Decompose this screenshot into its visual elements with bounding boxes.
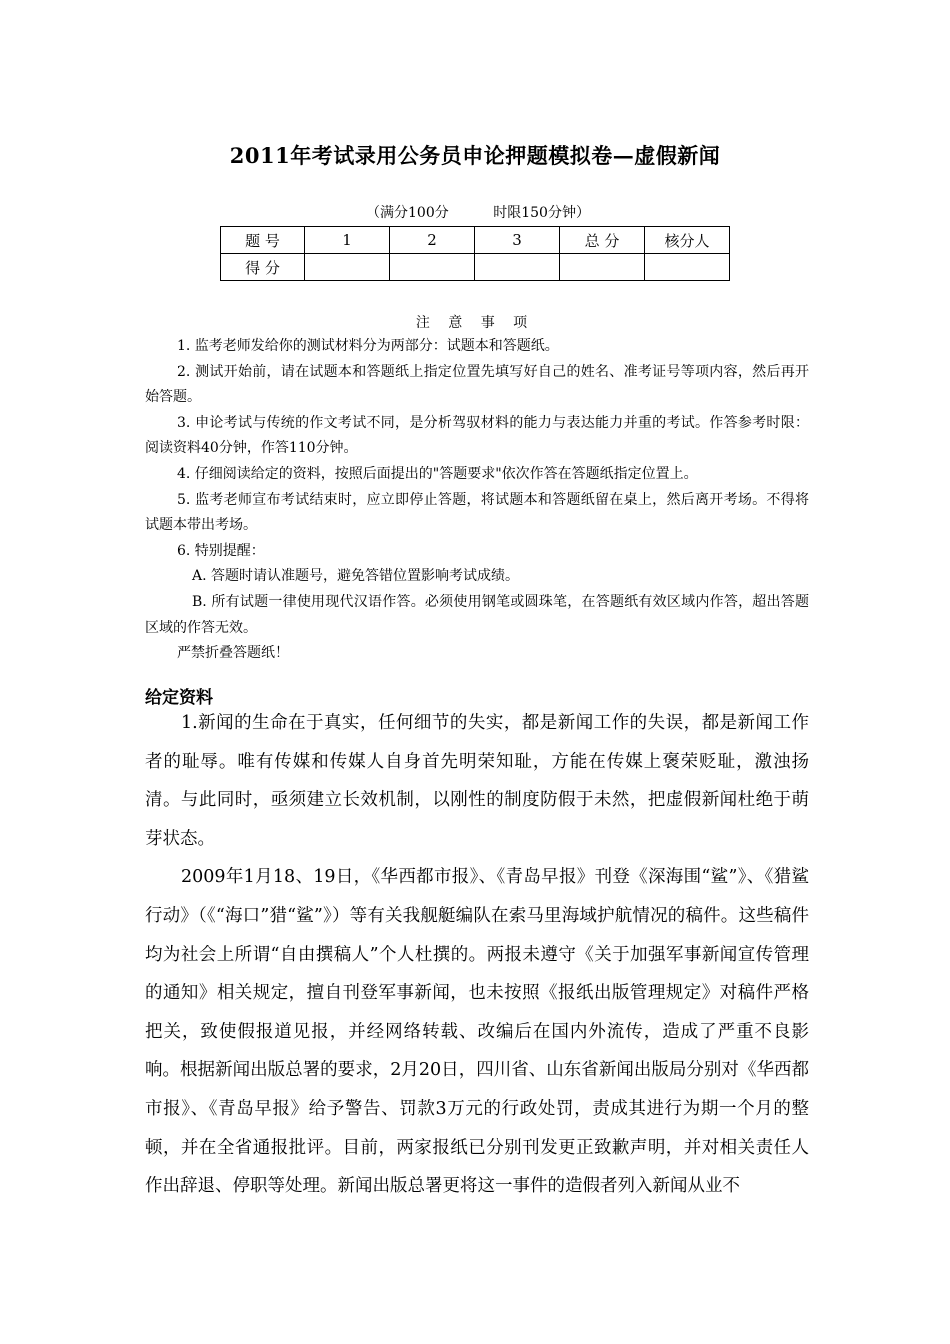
document-title: 2011年考试录用公务员申论押题模拟卷—虚假新闻: [229, 143, 721, 168]
material-body: [145, 704, 809, 1206]
score-cell-1: [305, 254, 390, 281]
header-cell-question-no: 题 号: [221, 227, 305, 254]
notice-item: 5. 监考老师宣布考试结束时，应立即停止答题，将试题本和答题纸留在桌上，然后离开考场。不得将试题本带出考场。: [145, 491, 809, 534]
header-cell-3: 3: [475, 227, 560, 254]
score-cell-2: [390, 254, 475, 281]
notice-item: 3. 申论考试与传统的作文考试不同，是分析驾驭材料的能力与表达能力并重的考试。作答参考时限：阅读资料40分钟，作答110分钟。: [145, 414, 809, 457]
score-cell-total: [560, 254, 645, 281]
notice-item: 6. 特别提醒：: [177, 542, 265, 559]
score-table: [220, 226, 730, 281]
row-label-score: 得 分: [221, 254, 305, 281]
material-paragraph: 1.新闻的生命在于真实，任何细节的失实，都是新闻工作的失误，都是新闻工作者的耻辱。唯有传媒和传媒人自身首先明荣知耻，方能在传媒上褒荣贬耻，激浊扬清。与此同时，亟须建立长效机制，以刚性的制度防假于未然，把虚假新闻杜绝于萌芽状态。: [145, 713, 809, 849]
section-title: 给定资料: [145, 688, 213, 708]
notice-title: 注 意 事 项: [415, 315, 535, 331]
score-table-header-row: [221, 227, 730, 254]
final-warning: 严禁折叠答题纸！: [177, 645, 289, 662]
header-cell-total: 总 分: [560, 227, 645, 254]
score-table-score-row: [221, 254, 730, 281]
exam-subtitle: （满分100分 时限150分钟）: [366, 205, 590, 221]
score-cell-3: [475, 254, 560, 281]
notice-item: 2. 测试开始前，请在试题本和答题纸上指定位置先填写好自己的姓名、准考证号等项内容，然后再开始答题。: [145, 363, 809, 406]
header-cell-1: 1: [305, 227, 390, 254]
special-note: A. 答题时请认准题号，避免答错位置影响考试成绩。: [192, 568, 520, 585]
material-paragraph: 2009年1月18、19日，《华西都市报》、《青岛早报》刊登《深海围“鲨”》、《猎鲨行动》（《“海口”猎“鲨”》）等有关我舰艇编队在索马里海域护航情况的稿件。这些稿件均为社会上所谓“自由撰稿人”个人杜撰的。两报未遵守《关于加强军事新闻宣传管理的通知》相关规定，擅自刊登军事新闻，也未按照《报纸出版管理规定》对稿件严格把关，致使假报道见报，并经网络转载、改编后在国内外流传，造成了严重不良影响。根据新闻出版总署的要求，2月20日，四川省、山东省新闻出版局分别对《华西都市报》、《青岛早报》给予警告、罚款3万元的行政处罚，责成其进行为期一个月的整顿，并在全省通报批评。目前，两家报纸已分别刊发更正致歉声明，并对相关责任人作出辞退、停职等处理。新闻出版总署更将这一事件的造假者列入新闻从业不: [145, 867, 809, 1197]
notice-item: 1. 监考老师发给你的测试材料分为两部分：试题本和答题纸。: [177, 338, 559, 354]
notice-list: [145, 334, 809, 667]
notice-item: 4. 仔细阅读给定的资料，按照后面提出的"答题要求"依次作答在答题纸指定位置上。: [177, 465, 698, 482]
score-cell-checker: [645, 254, 730, 281]
special-note: B. 所有试题一律使用现代汉语作答。必须使用钢笔或圆珠笔，在答题纸有效区域内作答，超出答题区域的作答无效。: [145, 593, 809, 636]
header-cell-2: 2: [390, 227, 475, 254]
header-cell-checker: 核分人: [645, 227, 730, 254]
